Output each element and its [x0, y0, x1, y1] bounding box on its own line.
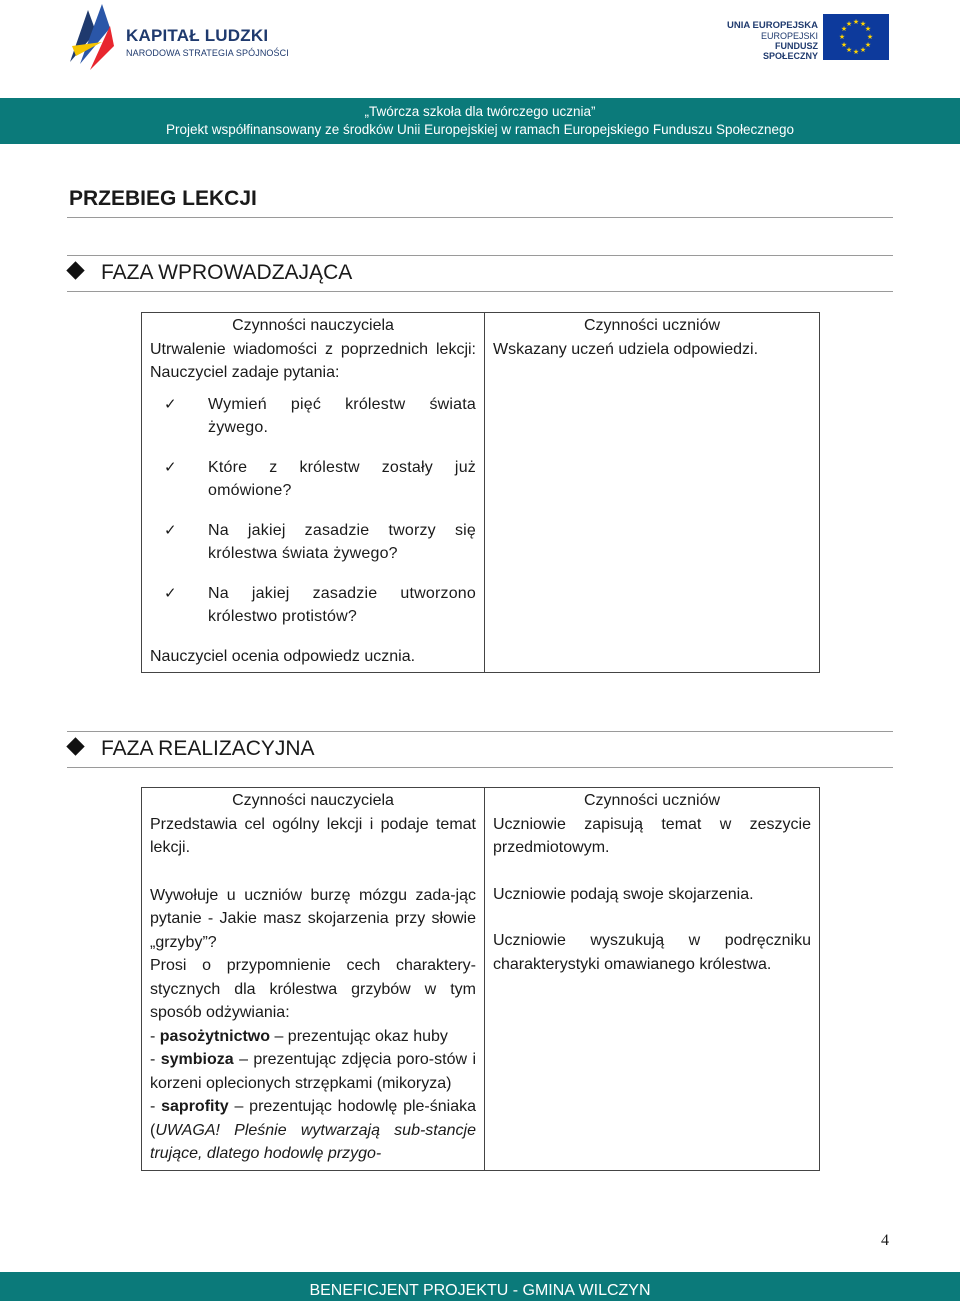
- question-list: [150, 393, 476, 629]
- teacher-step-3: Prosi o przypomnienie cech charaktery-stycznych dla królestwa grzybów w tym sposób odżywiania:: [150, 957, 476, 1021]
- svg-text:★: ★: [866, 33, 874, 41]
- check-icon: ✓: [164, 520, 177, 539]
- teacher-outro: Nauczyciel ocenia odpowiedz ucznia.: [150, 647, 416, 665]
- students-step-2: Uczniowie podają swoje skojarzenia.: [493, 885, 754, 903]
- footer-band: [0, 1272, 960, 1301]
- eu-logo: [722, 14, 892, 60]
- students-step-3: Uczniowie wyszukują w podręczniku charakterystyki omawianego królestwa.: [493, 932, 811, 973]
- teacher-cell: [142, 813, 485, 1171]
- svg-text:★: ★: [838, 33, 846, 41]
- kapital-ludzki-logo: [66, 2, 296, 72]
- eu-stars-icon: [823, 14, 889, 60]
- project-band: [0, 98, 960, 144]
- svg-text:★: ★: [852, 48, 860, 56]
- svg-text:★: ★: [840, 41, 848, 49]
- svg-text:★: ★: [864, 25, 872, 33]
- phase2-heading: [69, 737, 315, 761]
- kapital-ludzki-title: KAPITAŁ LUDZKI: [126, 26, 269, 45]
- page-number: 4: [881, 1232, 889, 1249]
- list-item: ✓ Które z królestw zostały już omówione?: [164, 457, 476, 499]
- phase2-table: [141, 787, 820, 1171]
- phase2-heading-text: FAZA REALIZACYJNA: [101, 737, 315, 760]
- phase1-heading-text: FAZA WPROWADZAJĄCA: [101, 261, 353, 284]
- phase1-bottom-divider: [67, 291, 893, 292]
- col-teacher-header: Czynności nauczyciela: [142, 313, 485, 338]
- teacher-step-symbiosis: - symbioza – prezentując zdjęcia poro-stów i korzeni oplecionych strzępkami (mikoryza): [150, 1051, 476, 1092]
- students-cell: [485, 338, 820, 673]
- students-cell: [485, 813, 820, 1171]
- kapital-ludzki-subtitle: NARODOWA STRATEGIA SPÓJNOŚCI: [126, 48, 289, 58]
- list-item: ✓ Wymień pięć królestw świata żywego.: [164, 394, 476, 436]
- teacher-step-2: Wywołuje u uczniów burzę mózgu zada-jąc pytanie - Jakie masz skojarzenia przy słowie „grzyby”?: [150, 886, 476, 951]
- check-icon: ✓: [164, 457, 177, 476]
- eu-line1: UNIA EUROPEJSKA: [727, 20, 818, 31]
- page-title: PRZEBIEG LEKCJI: [69, 187, 257, 210]
- project-funding-note: Projekt współfinansowany ze środków Unii Europejskiej w ramach Europejskiego Funduszu Społecznego: [165, 122, 795, 137]
- svg-text:★: ★: [840, 25, 848, 33]
- teacher-step-parasitism: - pasożytnictwo – prezentując okaz huby: [150, 1027, 448, 1045]
- teacher-cell: [142, 338, 485, 673]
- svg-text:★: ★: [859, 20, 867, 28]
- teacher-intro: Utrwalenie wiadomości z poprzednich lekcji: Nauczyciel zadaje pytania:: [150, 340, 476, 381]
- diamond-bullet-icon: [66, 737, 84, 755]
- phase1-table: [141, 312, 820, 673]
- check-icon: ✓: [164, 394, 177, 413]
- svg-text:★: ★: [864, 41, 872, 49]
- check-icon: ✓: [164, 583, 177, 602]
- kapital-ludzki-emblem-icon: [66, 2, 126, 72]
- footer-text: BENEFICJENT PROJEKTU - GMINA WILCZYN: [309, 1282, 651, 1299]
- eu-line3: FUNDUSZ SPOŁECZNY: [762, 41, 818, 61]
- title-divider: [67, 217, 893, 218]
- col-students-header: Czynności uczniów: [485, 313, 820, 338]
- teacher-step-1: Przedstawia cel ogólny lekcji i podaje temat lekcji.: [150, 815, 476, 856]
- list-item: ✓ Na jakiej zasadzie utworzono królestwo protistów?: [164, 583, 476, 625]
- eu-line2: EUROPEJSKI: [760, 31, 818, 41]
- phase2-top-divider: [67, 731, 893, 732]
- svg-text:★: ★: [845, 20, 853, 28]
- teacher-step-saprophytes: - saprofity – prezentując hodowlę ple-śniaka (UWAGA! Pleśnie wytwarzają sub-stancje trujące, dlatego hodowlę przygo-: [150, 1098, 476, 1162]
- svg-text:★: ★: [845, 46, 853, 54]
- project-title: „Twórcza szkoła dla twórczego ucznia”: [364, 104, 596, 119]
- list-item: ✓ Na jakiej zasadzie tworzy się królestwa świata żywego?: [164, 520, 476, 562]
- phase2-bottom-divider: [67, 767, 893, 768]
- diamond-bullet-icon: [66, 261, 84, 279]
- phase1-top-divider: [67, 255, 893, 256]
- eu-flag-icon: [823, 14, 889, 60]
- phase1-heading: [69, 261, 352, 285]
- svg-text:★: ★: [859, 46, 867, 54]
- students-text: Wskazany uczeń udziela odpowiedzi.: [493, 340, 759, 358]
- col-teacher-header: Czynności nauczyciela: [142, 788, 485, 813]
- students-step-1: Uczniowie zapisują temat w zeszycie przedmiotowym.: [493, 815, 811, 856]
- svg-text:★: ★: [852, 18, 860, 26]
- col-students-header: Czynności uczniów: [485, 788, 820, 813]
